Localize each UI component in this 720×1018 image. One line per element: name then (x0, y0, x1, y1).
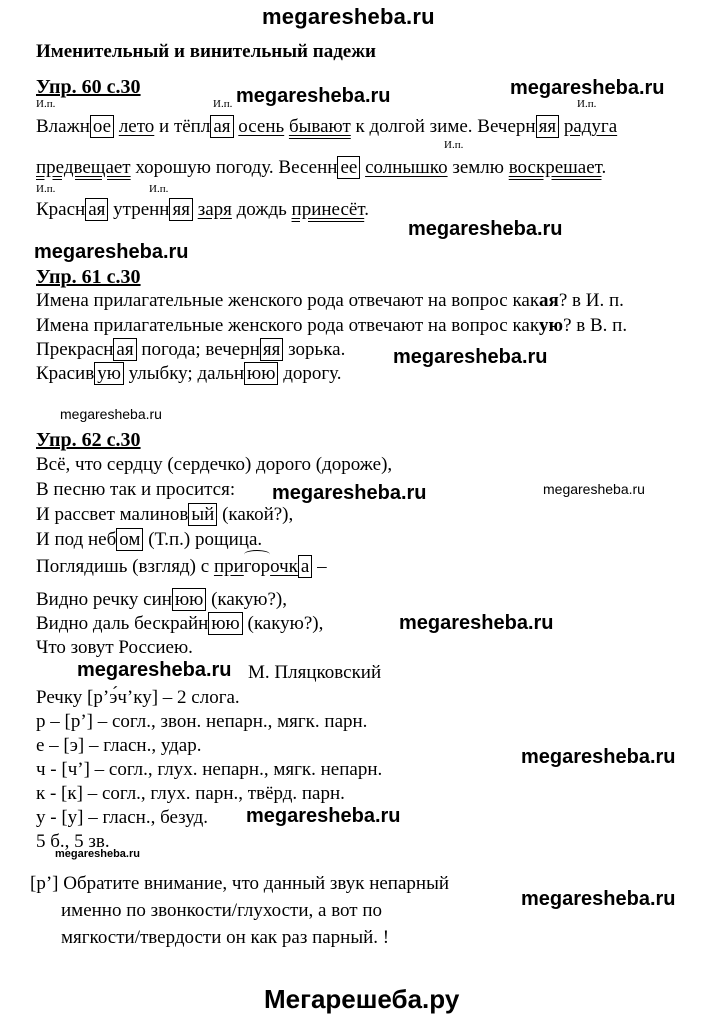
poem-author: М. Пляцковский (248, 662, 382, 683)
analysis-line-6: у - [у] – гласн., безуд. (36, 807, 208, 828)
exercise-61-line-2: Имена прилагательные женского рода отвечают на вопрос какую? в В. п. (36, 315, 628, 336)
poem-line-3: И рассвет малинов ый (какой?), (36, 504, 294, 525)
case-label: И.п. (36, 98, 56, 110)
exercise-61-line-3: Прекрасн ая погода; вечерн яя зорька. (36, 339, 346, 360)
analysis-line-5: к - [к] – согл., глух. парн., твёрд. парн. (36, 783, 345, 804)
case-label: И.п. (444, 139, 464, 151)
ending-box: юю (208, 612, 242, 635)
watermark: megaresheba.ru (521, 746, 676, 768)
poem-line-5: Поглядишь (взгляд) с пригорочк а – (36, 556, 327, 577)
note-line-2: именно по звонкости/глухости, а вот по (61, 900, 383, 921)
ending-box: ый (188, 503, 217, 526)
watermark: megaresheba.ru (510, 77, 665, 99)
prefix-mark: при (213, 556, 244, 577)
watermark: megaresheba.ru (272, 482, 427, 504)
case-label: И.п. (577, 98, 597, 110)
watermark: megaresheba.ru (246, 805, 401, 827)
watermark: megaresheba.ru (521, 888, 676, 910)
case-label: И.п. (36, 183, 56, 195)
poem-line-2: В песню так и просится: (36, 479, 236, 500)
ending-box: ую (94, 362, 124, 385)
ending-box: яя (260, 338, 283, 361)
poem-line-6: Видно речку син юю (какую?), (36, 589, 287, 610)
ending-box: яя (169, 198, 192, 221)
ending-box: яя (536, 115, 559, 138)
exercise-61-title: Упр. 61 с.30 (36, 266, 141, 288)
case-label: И.п. (213, 98, 233, 110)
exercise-60-line-1: Влажн ое лето и тёпл ая осень бывают к долгой зиме. Вечерн яя радуга (36, 116, 618, 137)
analysis-line-2: р – [р’] – согл., звон. непарн., мягк. парн. (36, 711, 368, 732)
note-line-1: [р’] Обратите внимание, что данный звук непарный (30, 873, 450, 894)
watermark: megaresheba.ru (236, 85, 391, 107)
watermark: megaresheba.ru (55, 848, 140, 860)
watermark: megaresheba.ru (543, 481, 645, 497)
poem-line-8: Что зовут Россиею. (36, 637, 193, 658)
poem-line-7: Видно даль бескрайн юю (какую?), (36, 613, 324, 634)
ending-box: юю (172, 588, 206, 611)
exercise-61-line-4: Красив ую улыбку; дальн юю дорогу. (36, 363, 342, 384)
analysis-line-1: Речку [р’э́ч’ку] – 2 слога. (36, 687, 240, 708)
ending-box: ая (210, 115, 233, 138)
note-line-3: мягкости/твердости он как раз парный. ! (61, 927, 390, 948)
ending-box: юю (244, 362, 278, 385)
exercise-62-title: Упр. 62 с.30 (36, 429, 141, 451)
root-mark: гор (243, 556, 271, 577)
suffix-mark: очк (270, 556, 298, 577)
bottom-site-title: Мегарешеба.ру (264, 984, 460, 1014)
watermark: megaresheba.ru (399, 612, 554, 634)
watermark: megaresheba.ru (60, 406, 162, 422)
watermark-top: megaresheba.ru (262, 4, 435, 29)
analysis-line-7: 5 б., 5 зв. (36, 831, 110, 852)
ending-box: ом (116, 528, 143, 551)
watermark: megaresheba.ru (34, 241, 189, 263)
case-label: И.п. (149, 183, 169, 195)
ending-box: ая (85, 198, 108, 221)
exercise-60-line-3: Красн ая утренн яя заря дождь принесёт. (36, 199, 369, 220)
analysis-line-3: е – [э] – гласн., удар. (36, 735, 202, 756)
ending-box: ая (113, 338, 136, 361)
watermark: megaresheba.ru (393, 346, 548, 368)
ending-box: ее (337, 156, 360, 179)
ending-box: ое (90, 115, 114, 138)
section-heading: Именительный и винительный падежи (36, 41, 376, 62)
exercise-61-line-1: Имена прилагательные женского рода отвечают на вопрос какая? в И. п. (36, 290, 624, 311)
analysis-line-4: ч - [ч’] – согл., глух. непарн., мягк. непарн. (36, 759, 383, 780)
poem-line-4: И под неб ом (Т.п.) рощица. (36, 529, 263, 550)
watermark: megaresheba.ru (408, 218, 563, 240)
ending-box: а (298, 555, 312, 578)
watermark: megaresheba.ru (77, 659, 232, 681)
exercise-60-title: Упр. 60 с.30 (36, 76, 141, 98)
poem-line-1: Всё, что сердцу (сердечко) дорого (дороже), (36, 454, 393, 475)
exercise-60-line-2: предвещает хорошую погоду. Весенн ее солнышко землю воскрешает. (36, 157, 607, 178)
